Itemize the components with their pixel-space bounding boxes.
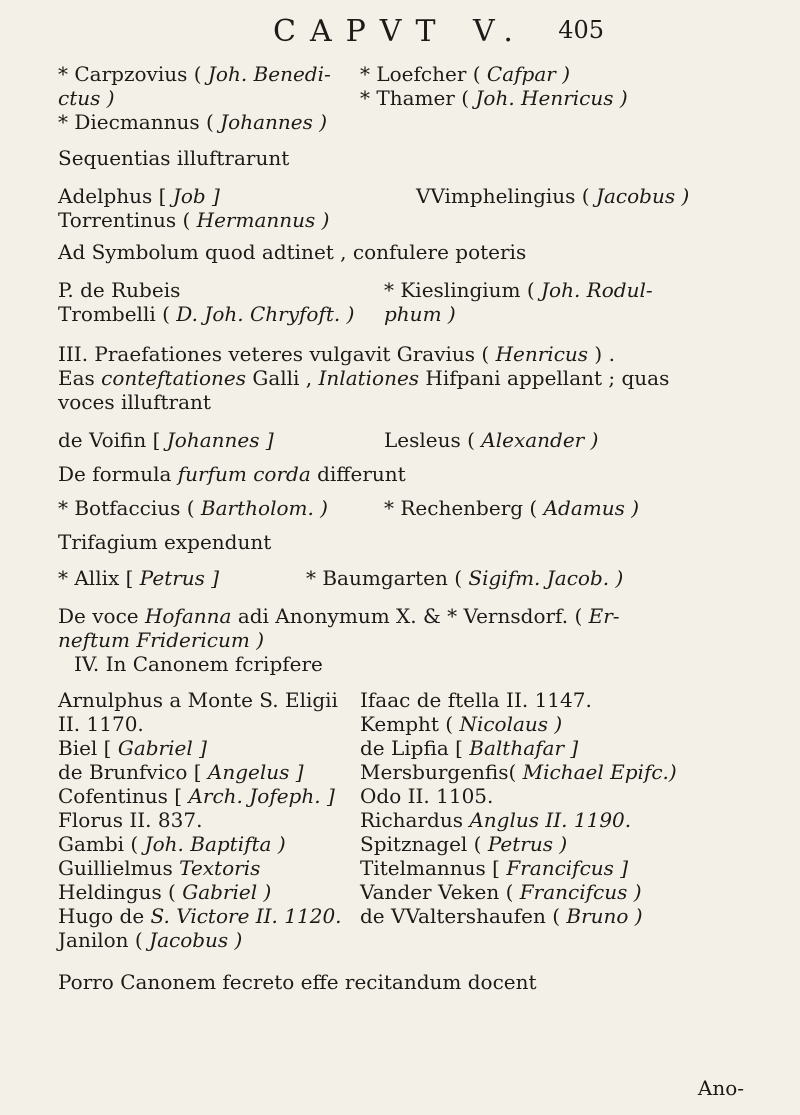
text-italic: Er-	[588, 604, 620, 628]
entry-given: Joh. Benedi-	[207, 62, 331, 86]
canon-entry	[360, 880, 642, 904]
entry-given: Bruno )	[566, 904, 643, 928]
entry-name: Kempht (	[360, 712, 460, 736]
paragraph-iv: IV. In Canonem fcripfere	[74, 652, 323, 676]
entry-name: Spitznagel (	[360, 832, 488, 856]
entry-given: Francifcus ]	[506, 856, 629, 880]
entry-given: Johannes ]	[166, 428, 274, 452]
text-italic: Inlationes	[318, 366, 420, 390]
entry-given: S. Victore II. 1120.	[150, 904, 342, 928]
hofanna-line2: neftum Fridericum )	[58, 628, 264, 652]
canon-entry	[360, 856, 628, 880]
text-italic: Hofanna	[144, 604, 232, 628]
canon-entry	[360, 784, 493, 808]
entry-kieslingium-cont	[384, 302, 456, 326]
page-number: 405	[558, 16, 604, 44]
entry-name: * Rechenberg (	[384, 496, 544, 520]
entry-name: * Thamer (	[360, 86, 476, 110]
entry-name: II. 1170.	[58, 712, 144, 736]
entry-given: Balthafar ]	[469, 736, 579, 760]
entry-lesleus	[384, 428, 598, 452]
entry-given: Jacobus )	[149, 928, 243, 952]
entry-given: Gabriel ]	[117, 736, 207, 760]
entry-given: Nicolaus )	[459, 712, 563, 736]
canon-entry	[360, 904, 643, 928]
entry-name: Arnulphus a Monte S. Eligii	[58, 688, 338, 712]
entry-name: Janilon (	[58, 928, 150, 952]
entry-name: de Brunfvico [	[58, 760, 208, 784]
canon-entry	[58, 856, 260, 880]
canon-entry	[360, 808, 631, 832]
entry-given: Gabriel )	[182, 880, 272, 904]
entry-given: Arch. Jofeph. ]	[188, 784, 335, 808]
entry-given: ctus )	[58, 86, 115, 110]
catchword: Ano-	[697, 1076, 744, 1100]
entry-given: Job ]	[172, 184, 220, 208]
entry-vvimphelingius	[416, 184, 689, 208]
canon-entry	[360, 760, 677, 784]
entry-thamer	[360, 86, 628, 110]
entry-given: Textoris	[179, 856, 261, 880]
canon-entry	[58, 688, 338, 712]
entry-given: Adamus )	[543, 496, 640, 520]
entry-carpzovius	[58, 62, 331, 86]
entry-given: Hermannus )	[196, 208, 330, 232]
canon-entry	[360, 832, 567, 856]
canon-entry	[58, 736, 207, 760]
entry-diecmannus	[58, 110, 327, 134]
entry-name: Adelphus [	[58, 184, 173, 208]
text-italic: conteftationes	[101, 366, 246, 390]
entry-given: phum )	[384, 302, 456, 326]
entry-given: Johannes )	[220, 110, 328, 134]
entry-given: Alexander )	[481, 428, 599, 452]
entry-name: Heldingus (	[58, 880, 183, 904]
entry-name: Guillielmus	[58, 856, 180, 880]
canon-entry	[360, 688, 592, 712]
entry-name: Gambi (	[58, 832, 145, 856]
entry-allix	[58, 566, 219, 590]
text: De voce	[58, 604, 145, 628]
entry-name: Hugo de	[58, 904, 151, 928]
text: Eas	[58, 366, 102, 390]
entry-given: Joh. Baptifta )	[144, 832, 286, 856]
entry-given: D. Joh. Chryfoft. )	[176, 302, 355, 326]
entry-name: Ifaac de ftella II. 1147.	[360, 688, 592, 712]
entry-name: * Diecmannus (	[58, 110, 221, 134]
text-italic: furfum corda	[177, 462, 311, 486]
entry-name: Cofentinus [	[58, 784, 189, 808]
entry-name: Titelmannus [	[360, 856, 507, 880]
entry-name: * Allix [	[58, 566, 140, 590]
canon-entry	[360, 736, 578, 760]
section-heading: Sequentias illuftrarunt	[58, 146, 290, 170]
entry-torrentinus	[58, 208, 329, 232]
entry-name: Vander Veken (	[360, 880, 520, 904]
canon-entry	[58, 904, 342, 928]
entry-given: Michael Epifc.)	[522, 760, 677, 784]
entry-name: de Voifin [	[58, 428, 167, 452]
text: differunt	[310, 462, 406, 486]
entry-adelphus	[58, 184, 220, 208]
entry-name: * Kieslingium (	[384, 278, 542, 302]
entry-given: Petrus )	[487, 832, 568, 856]
hofanna-line1	[58, 604, 620, 628]
canon-entry	[58, 832, 286, 856]
canon-entry	[58, 784, 335, 808]
entry-rubeis: P. de Rubeis	[58, 278, 181, 302]
entry-rechenberg	[384, 496, 639, 520]
entry-name: * Carpzovius (	[58, 62, 208, 86]
entry-name: Odo II. 1105.	[360, 784, 494, 808]
entry-given: Petrus ]	[139, 566, 220, 590]
paragraph-iii-line2	[58, 366, 669, 390]
paragraph-iii-line3: voces illuftrant	[58, 390, 211, 414]
text: III. Praefationes veteres vulgavit Gravius (	[58, 342, 496, 366]
entry-name: Mersburgenfis(	[360, 760, 523, 784]
entry-name: * Baumgarten (	[306, 566, 469, 590]
entry-baumgarten	[306, 566, 623, 590]
entry-trombelli	[58, 302, 354, 326]
entry-given: Joh. Rodul-	[541, 278, 653, 302]
entry-name: Trombelli (	[58, 302, 177, 326]
canon-entry	[360, 712, 562, 736]
text-italic: Henricus	[495, 342, 589, 366]
text: adi Anonymum X. & * Vernsdorf. (	[231, 604, 589, 628]
entry-carpzovius-cont	[58, 86, 115, 110]
entry-given: Sigifm. Jacob. )	[468, 566, 624, 590]
entry-given: Jacobus )	[595, 184, 690, 208]
entry-name: de Lipfia [	[360, 736, 470, 760]
entry-given: Angelus ]	[207, 760, 304, 784]
entry-name: Torrentinus (	[58, 208, 197, 232]
canon-entry	[58, 928, 242, 952]
entry-name: Biel [	[58, 736, 118, 760]
entry-name: * Loefcher (	[360, 62, 487, 86]
text: De formula	[58, 462, 178, 486]
entry-name: Richardus	[360, 808, 470, 832]
entry-given: Bartholom. )	[200, 496, 328, 520]
canon-entry	[58, 880, 271, 904]
entry-botfaccius	[58, 496, 328, 520]
trifagium-line: Trifagium expendunt	[58, 530, 272, 554]
entry-given: Joh. Henricus )	[475, 86, 628, 110]
canon-entry	[58, 712, 144, 736]
paragraph-iii-line1	[58, 342, 615, 366]
entry-kieslingium	[384, 278, 653, 302]
canon-entry	[58, 808, 202, 832]
symbol-line: Ad Symbolum quod adtinet , confulere poteris	[58, 240, 527, 264]
entry-name: VVimphelingius (	[416, 184, 596, 208]
entry-loefcher	[360, 62, 570, 86]
formula-line	[58, 462, 406, 486]
entry-given: Cafpar )	[486, 62, 570, 86]
canon-entry	[58, 760, 304, 784]
entry-name: de VValtershaufen (	[360, 904, 567, 928]
entry-name: * Botfaccius (	[58, 496, 201, 520]
text: Galli ,	[245, 366, 319, 390]
entry-name: Florus II. 837.	[58, 808, 203, 832]
closing-line: Porro Canonem fecreto effe recitandum docent	[58, 970, 537, 994]
entry-given: Anglus II. 1190.	[469, 808, 632, 832]
running-head: CAPVT V.	[273, 14, 527, 49]
text: Hifpani appellant ; quas	[419, 366, 670, 390]
text: ) .	[588, 342, 615, 366]
entry-given: Francifcus )	[519, 880, 642, 904]
entry-name: Lesleus (	[384, 428, 482, 452]
entry-voifin	[58, 428, 274, 452]
